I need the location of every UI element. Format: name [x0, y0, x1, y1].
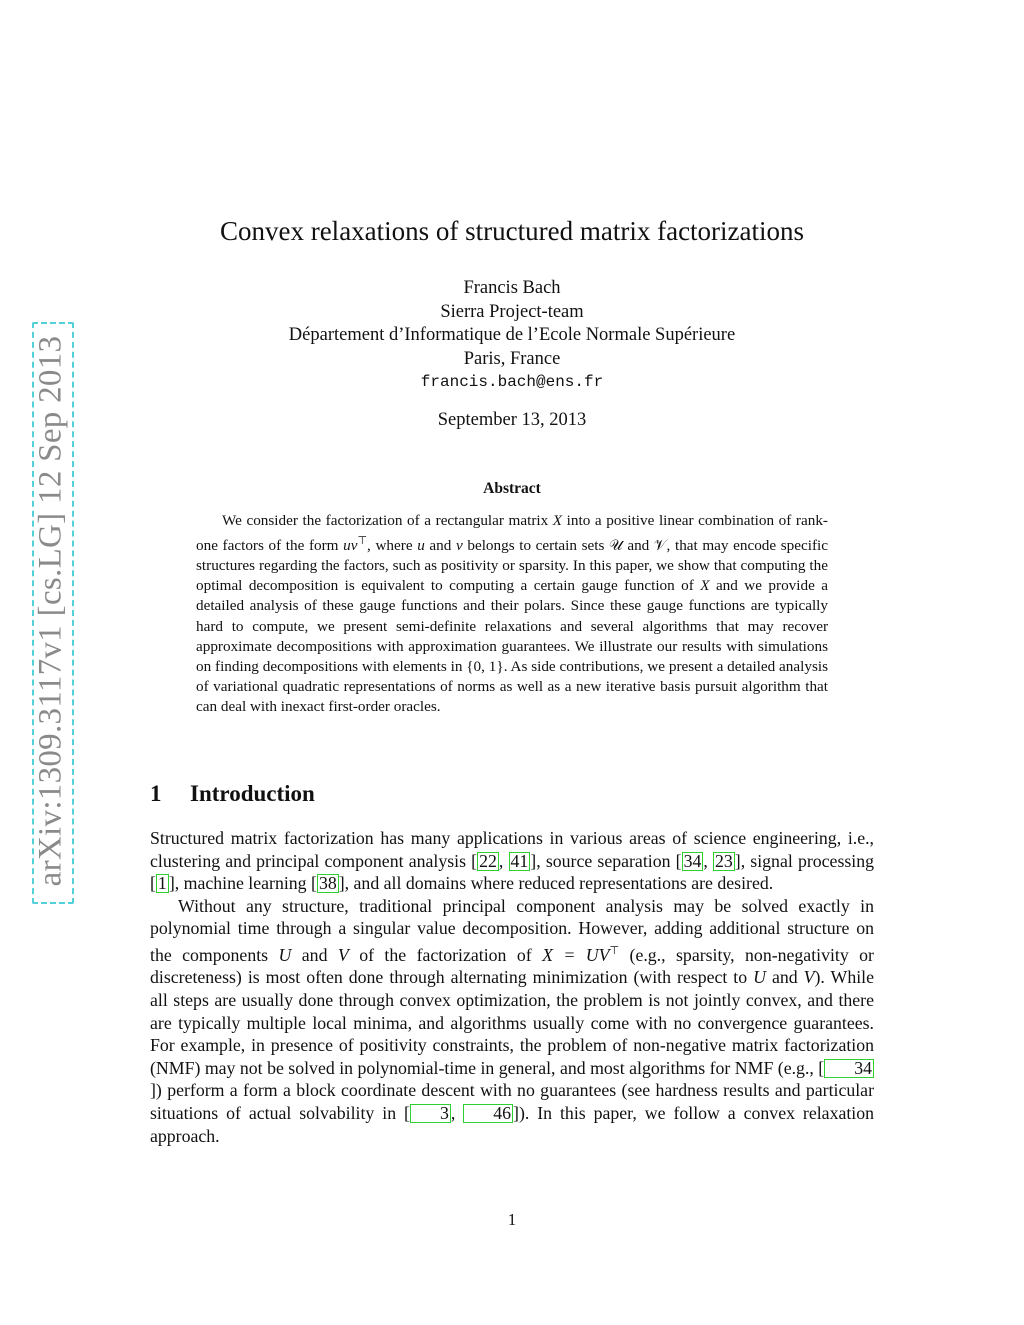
citation-link[interactable]: 22 — [479, 850, 497, 871]
abstract-text: We consider the factorization of a rectangular matrix X into a positive linear combination of rank-one factors of the form uv⊤, where u and v belongs to certain sets 𝒰 and 𝒱, that may encode specific structures regarding the factors, such as positivity or sparsity. In this paper, we show that computing the optimal decomposition is equivalent to computing a certain gauge function of X and we provide a detailed analysis of these gauge functions and their polars. Since these gauge functions are typically hard to compute, we present semi-definite relaxations and several algorithms that may recover approximate decompositions with approximation guarantees. We illustrate our results with simulations on finding decompositions with elements in {0, 1}. As side contributions, we present a detailed analysis of variational quadratic representations of norms as well as a new iterative basis pursuit algorithm that can deal with inexact first-order oracles. — [196, 512, 828, 715]
arxiv-stamp — [12, 322, 84, 912]
author-team: Sierra Project-team — [440, 301, 584, 322]
section-heading-introduction — [150, 781, 315, 807]
citation-link[interactable]: 1 — [157, 873, 167, 894]
author-name: Francis Bach — [463, 278, 561, 298]
citation-link[interactable]: 41 — [510, 850, 529, 871]
citation-link[interactable]: 34 — [683, 850, 702, 871]
citation-link[interactable]: 3 — [410, 1104, 451, 1123]
page-number: 1 — [507, 1210, 517, 1229]
arxiv-identifier[interactable]: arXiv:1309.3117v1 [cs.LG] 12 Sep 2013 — [32, 335, 69, 887]
author-location: Paris, France — [463, 348, 561, 369]
citation-link[interactable]: 46 — [463, 1104, 513, 1123]
section-number: 1 — [150, 781, 162, 806]
section-title: Introduction — [190, 781, 315, 806]
citation-link[interactable]: 38 — [318, 873, 337, 894]
citation-link[interactable]: 23 — [714, 850, 733, 871]
paper-title: Convex relaxations of structured matrix factorizations — [219, 216, 805, 246]
paper-date: September 13, 2013 — [437, 410, 587, 430]
author-department: Département d’Informatique de l’Ecole Normale Supérieure — [288, 325, 736, 345]
introduction-body — [150, 827, 874, 1147]
author-email[interactable]: francis.bach@ens.fr — [420, 373, 604, 391]
intro-paragraph-2: Without any structure, traditional principal component analysis may be solved exactly in polynomial time through a singular value decomposition. However, adding additional structure on the components U and V of the factorization of X = UV⊤ (e.g., sparsity, non-negativity or discreteness) is most often done through alternating minimization (with respect to U and V). While all steps are usually done through convex optimization, the problem is not jointly convex, and there are typically multiple local minima, and algorithms usually come with no convergence guarantees. For example, in presence of positivity constraints, the problem of non-negative matrix factorization (NMF) may not be solved in polynomial-time in general, and most algorithms for NMF (e.g., [ 34]) perform a form a block coordinate descent with no guarantees (see hardness results and particular situations of actual solvability in [ 3 , 46 ]). In this paper, we follow a convex relaxation approach. — [150, 895, 875, 1146]
intro-paragraph-1: Structured matrix factorization has many applications in various areas of science engineering, i.e., clustering and principal component analysis [ 22 , 41 ], source separation [ 34 , 23 ], signal processing [ 1 ], machine learning [ 38 ], and all domains where reduced representations are desired. — [150, 828, 875, 894]
author-block — [150, 277, 874, 395]
abstract-heading: Abstract — [483, 480, 541, 497]
citation-link[interactable]: 34 — [824, 1059, 874, 1078]
